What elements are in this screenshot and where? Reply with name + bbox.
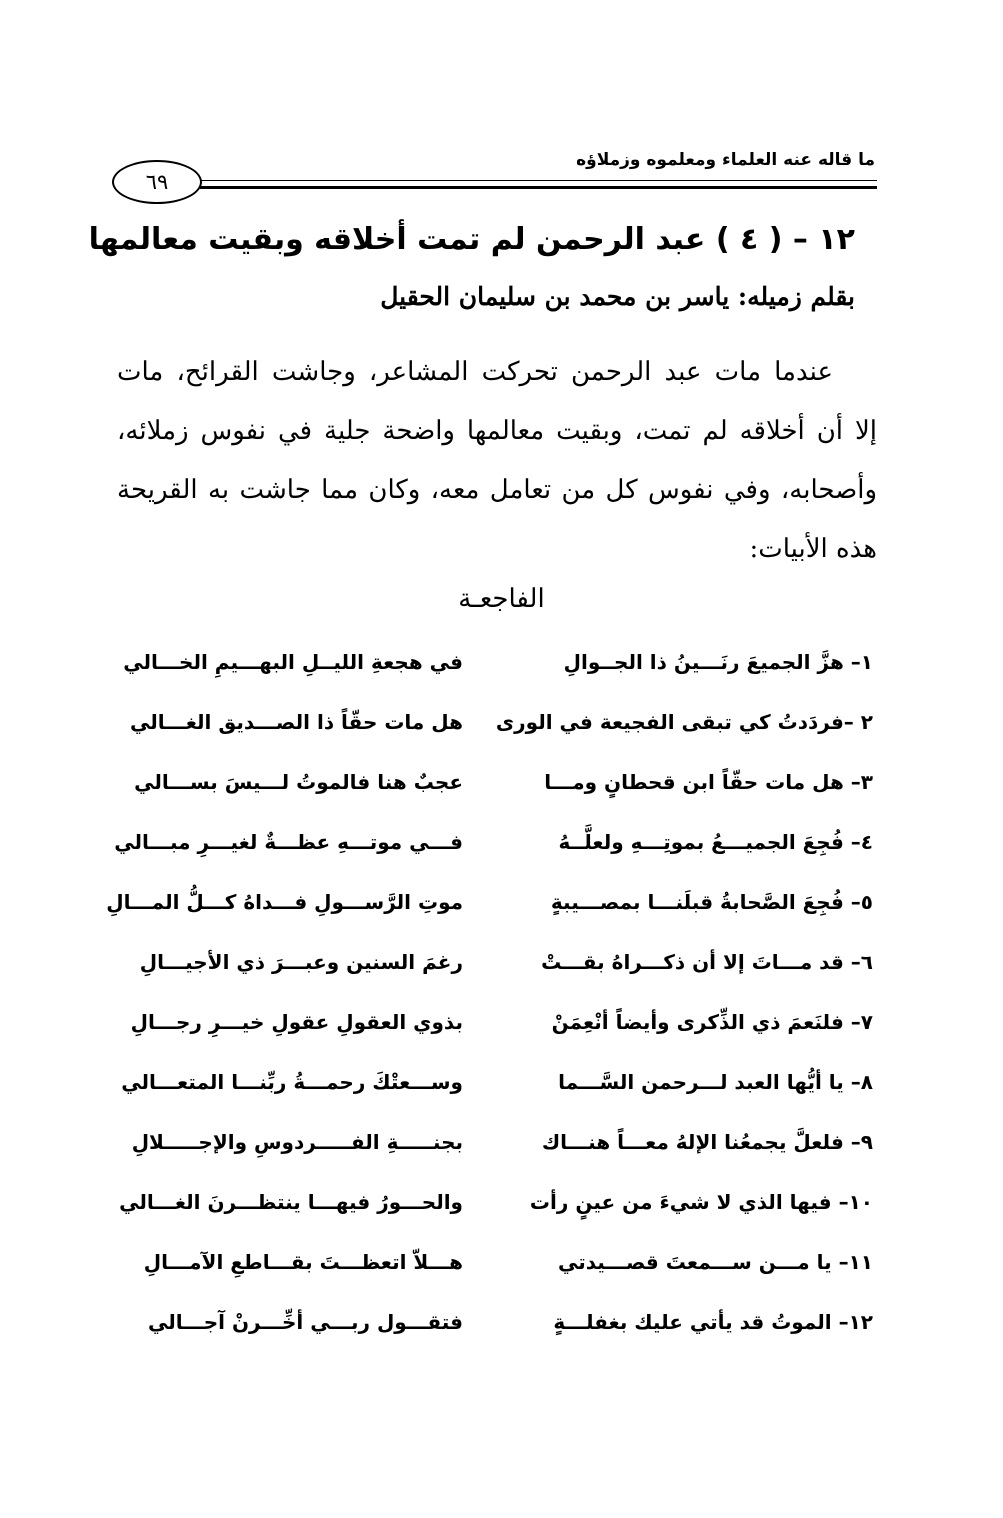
verse-second-hemistich: فـــي موتـــهِ عظـــةٌ لغيـــرِ مبـــالي xyxy=(114,830,463,854)
verse-first-hemistich: ٥– فُجِعَ الصَّحابةُ قبلَنـــا بمصـــيبةٍ xyxy=(550,890,873,914)
verse-row xyxy=(0,830,1003,890)
verse-second-hemistich: عجبٌ هنا فالموتُ لـــيسَ بســـالي xyxy=(134,770,463,794)
verse-first-hemistich: ٨– يا أيُّها العبد لـــرحمن السَّـــما xyxy=(558,1070,873,1094)
verse-first-hemistich: ٧– فلنَعمَ ذي الذِّكرى وأيضاً أنْعِمَنْ xyxy=(551,1010,873,1034)
paragraph-line: هذه الأبيات: xyxy=(749,534,877,564)
verse-first-hemistich: ٩– فلعلَّ يجمعُنا الإلهُ معـــاً هنـــاك xyxy=(541,1130,873,1154)
header-rule-thin xyxy=(200,180,877,181)
verse-row xyxy=(0,1190,1003,1250)
verse-row xyxy=(0,1010,1003,1070)
verse-second-hemistich: فتقـــول ربـــي أخِّـــرنْ آجـــالي xyxy=(147,1310,463,1334)
article-byline: بقلم زميله: ياسر بن محمد بن سليمان الحقيل xyxy=(380,282,855,311)
poem-title: الفاجعـة xyxy=(458,584,545,614)
verse-first-hemistich: ١١– يا مـــن ســـمعتَ قصـــيدتي xyxy=(558,1250,873,1274)
verse-first-hemistich: ٤– فُجِعَ الجميـــعُ بموتِـــهِ ولعلَّــهُ xyxy=(558,830,873,854)
verse-first-hemistich: ٦– قد مـــاتَ إلا أن ذكـــراهُ بقـــتْ xyxy=(541,950,873,974)
verse-row xyxy=(0,1070,1003,1130)
verse-row xyxy=(0,950,1003,1010)
paragraph-line: إلا أن أخلاقه لم تمت، وبقيت معالمها واضحة جلية في نفوس زملائه، xyxy=(117,416,877,446)
verse-first-hemistich: ١– هزَّ الجميعَ رنَـــينُ ذا الجــوالِ xyxy=(563,650,873,674)
verse-second-hemistich: رغمَ السنين وعبـــرَ ذي الأجيـــالِ xyxy=(139,950,463,974)
verse-row xyxy=(0,710,1003,770)
verse-first-hemistich: ٣– هل مات حقّاً ابن قحطانٍ ومـــا xyxy=(544,770,873,794)
verse-first-hemistich: ٢ –فردَدتُ كي تبقى الفجيعة في الورى xyxy=(495,710,873,734)
verse-second-hemistich: بذوي العقولِ عقولِ خيـــرِ رجـــالِ xyxy=(130,1010,463,1034)
running-header-title: ما قاله عنه العلماء ومعلموه وزملاؤه xyxy=(576,150,875,170)
verse-row xyxy=(0,1250,1003,1310)
verse-first-hemistich: ١٠– فيها الذي لا شيءَ من عينٍ رأت xyxy=(529,1190,873,1214)
verse-row xyxy=(0,770,1003,830)
verse-second-hemistich: في هجعةِ الليــلِ البهـــيمِ الخـــالي xyxy=(123,650,463,674)
article-heading: ١٢ – ( ٤ ) عبد الرحمن لم تمت أخلاقه وبقيت معالمها xyxy=(88,222,855,257)
verse-second-hemistich: وســـعتْكَ رحمـــةُ ربِّنـــا المتعـــالي xyxy=(121,1070,463,1094)
verse-row xyxy=(0,890,1003,950)
body-paragraph xyxy=(117,343,877,579)
verse-row xyxy=(0,1310,1003,1370)
verse-second-hemistich: والحـــورُ فيهـــا ينتظـــرنَ الغـــالي xyxy=(119,1190,463,1214)
verse-second-hemistich: موتِ الرَّســـولِ فـــداهُ كـــلُّ المـــالِ xyxy=(106,890,463,914)
header-rule-thick xyxy=(200,186,877,189)
poem-verses xyxy=(0,650,1003,1370)
verse-second-hemistich: هـــلاّ اتعظـــتَ بقـــاطعِ الآمـــالِ xyxy=(143,1250,463,1274)
page-number: ٦٩ xyxy=(112,160,202,204)
verse-first-hemistich: ١٢– الموتُ قد يأتي عليك بغفلـــةٍ xyxy=(553,1310,873,1334)
verse-second-hemistich: بجنـــــةِ الفـــــردوسِ والإجـــــلالِ xyxy=(131,1130,463,1154)
verse-second-hemistich: هل مات حقّاً ذا الصـــديق الغـــالي xyxy=(129,710,463,734)
verse-row xyxy=(0,1130,1003,1190)
paragraph-line: عندما مات عبد الرحمن تحركت المشاعر، وجاشت القرائح، مات xyxy=(117,357,833,387)
verse-row xyxy=(0,650,1003,710)
paragraph-line: وأصحابه، وفي نفوس كل من تعامل معه، وكان مما جاشت به القريحة xyxy=(117,475,877,505)
